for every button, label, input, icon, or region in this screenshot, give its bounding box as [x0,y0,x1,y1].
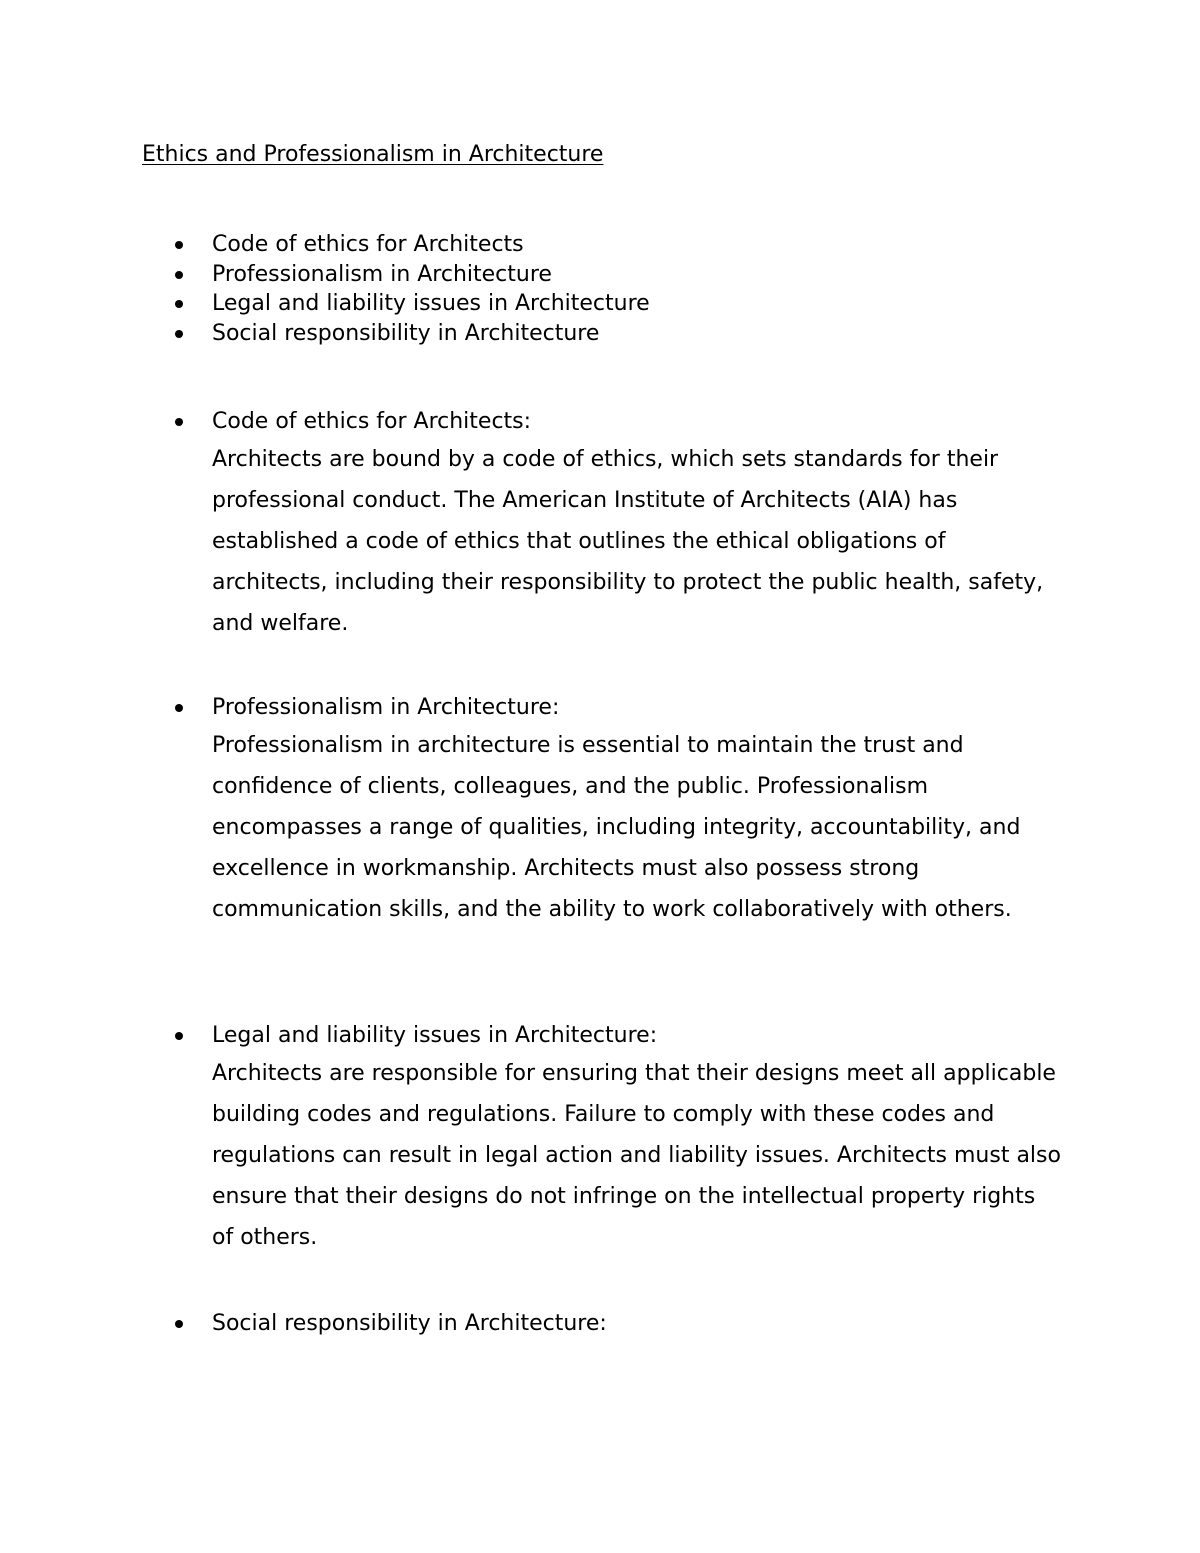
list-item-text: Legal and liability issues in Architecture [212,291,650,316]
list-item [0,319,650,349]
bullet-icon [175,1032,183,1040]
section-heading: Legal and liability issues in Architecture: [212,1023,658,1048]
section-heading: Social responsibility in Architecture: [212,1311,607,1336]
list-item-text: Professionalism in Architecture [212,261,552,287]
section-heading: Professionalism in Architecture: [212,695,560,720]
section-heading: Code of ethics for Architects: [212,409,532,434]
document-title: Ethics and Professionalism in Architecture [142,142,604,167]
topic-list [0,230,650,348]
bullet-icon [175,271,183,279]
list-item [0,289,650,319]
section-body: Architects are responsible for ensuring that their designs meet all applicable building codes and regulations. Failure to comply with these codes and regulations can result in legal action and liability issues. Architects must also ensure that their designs do not infringe on the intellectual property rights of others. [212,1061,1061,1250]
list-item [0,230,650,260]
bullet-icon [175,330,183,338]
list-item [0,260,650,290]
bullet-icon [175,241,183,249]
list-item-text: Social responsibility in Architecture [212,320,600,346]
bullet-icon [175,300,183,308]
section-body: Architects are bound by a code of ethics, which sets standards for their professional conduct. The American Institute of Architects (AIA) has established a code of ethics that outlines the ethical obligations of architects, including their responsibility to protect the public health, safety, and welfare. [212,447,1044,636]
list-item-text: Code of ethics for Architects [212,232,524,257]
bullet-icon [175,418,183,426]
bullet-icon [175,704,183,712]
bullet-icon [175,1320,183,1328]
section-body: Professionalism in architecture is essential to maintain the trust and confidence of clients, colleagues, and the public. Professionalism encompasses a range of qualities, including integrity, accountability, and excellence in workmanship. Architects must also possess strong communication skills, and the ability to work collaboratively with others. [212,733,1021,922]
